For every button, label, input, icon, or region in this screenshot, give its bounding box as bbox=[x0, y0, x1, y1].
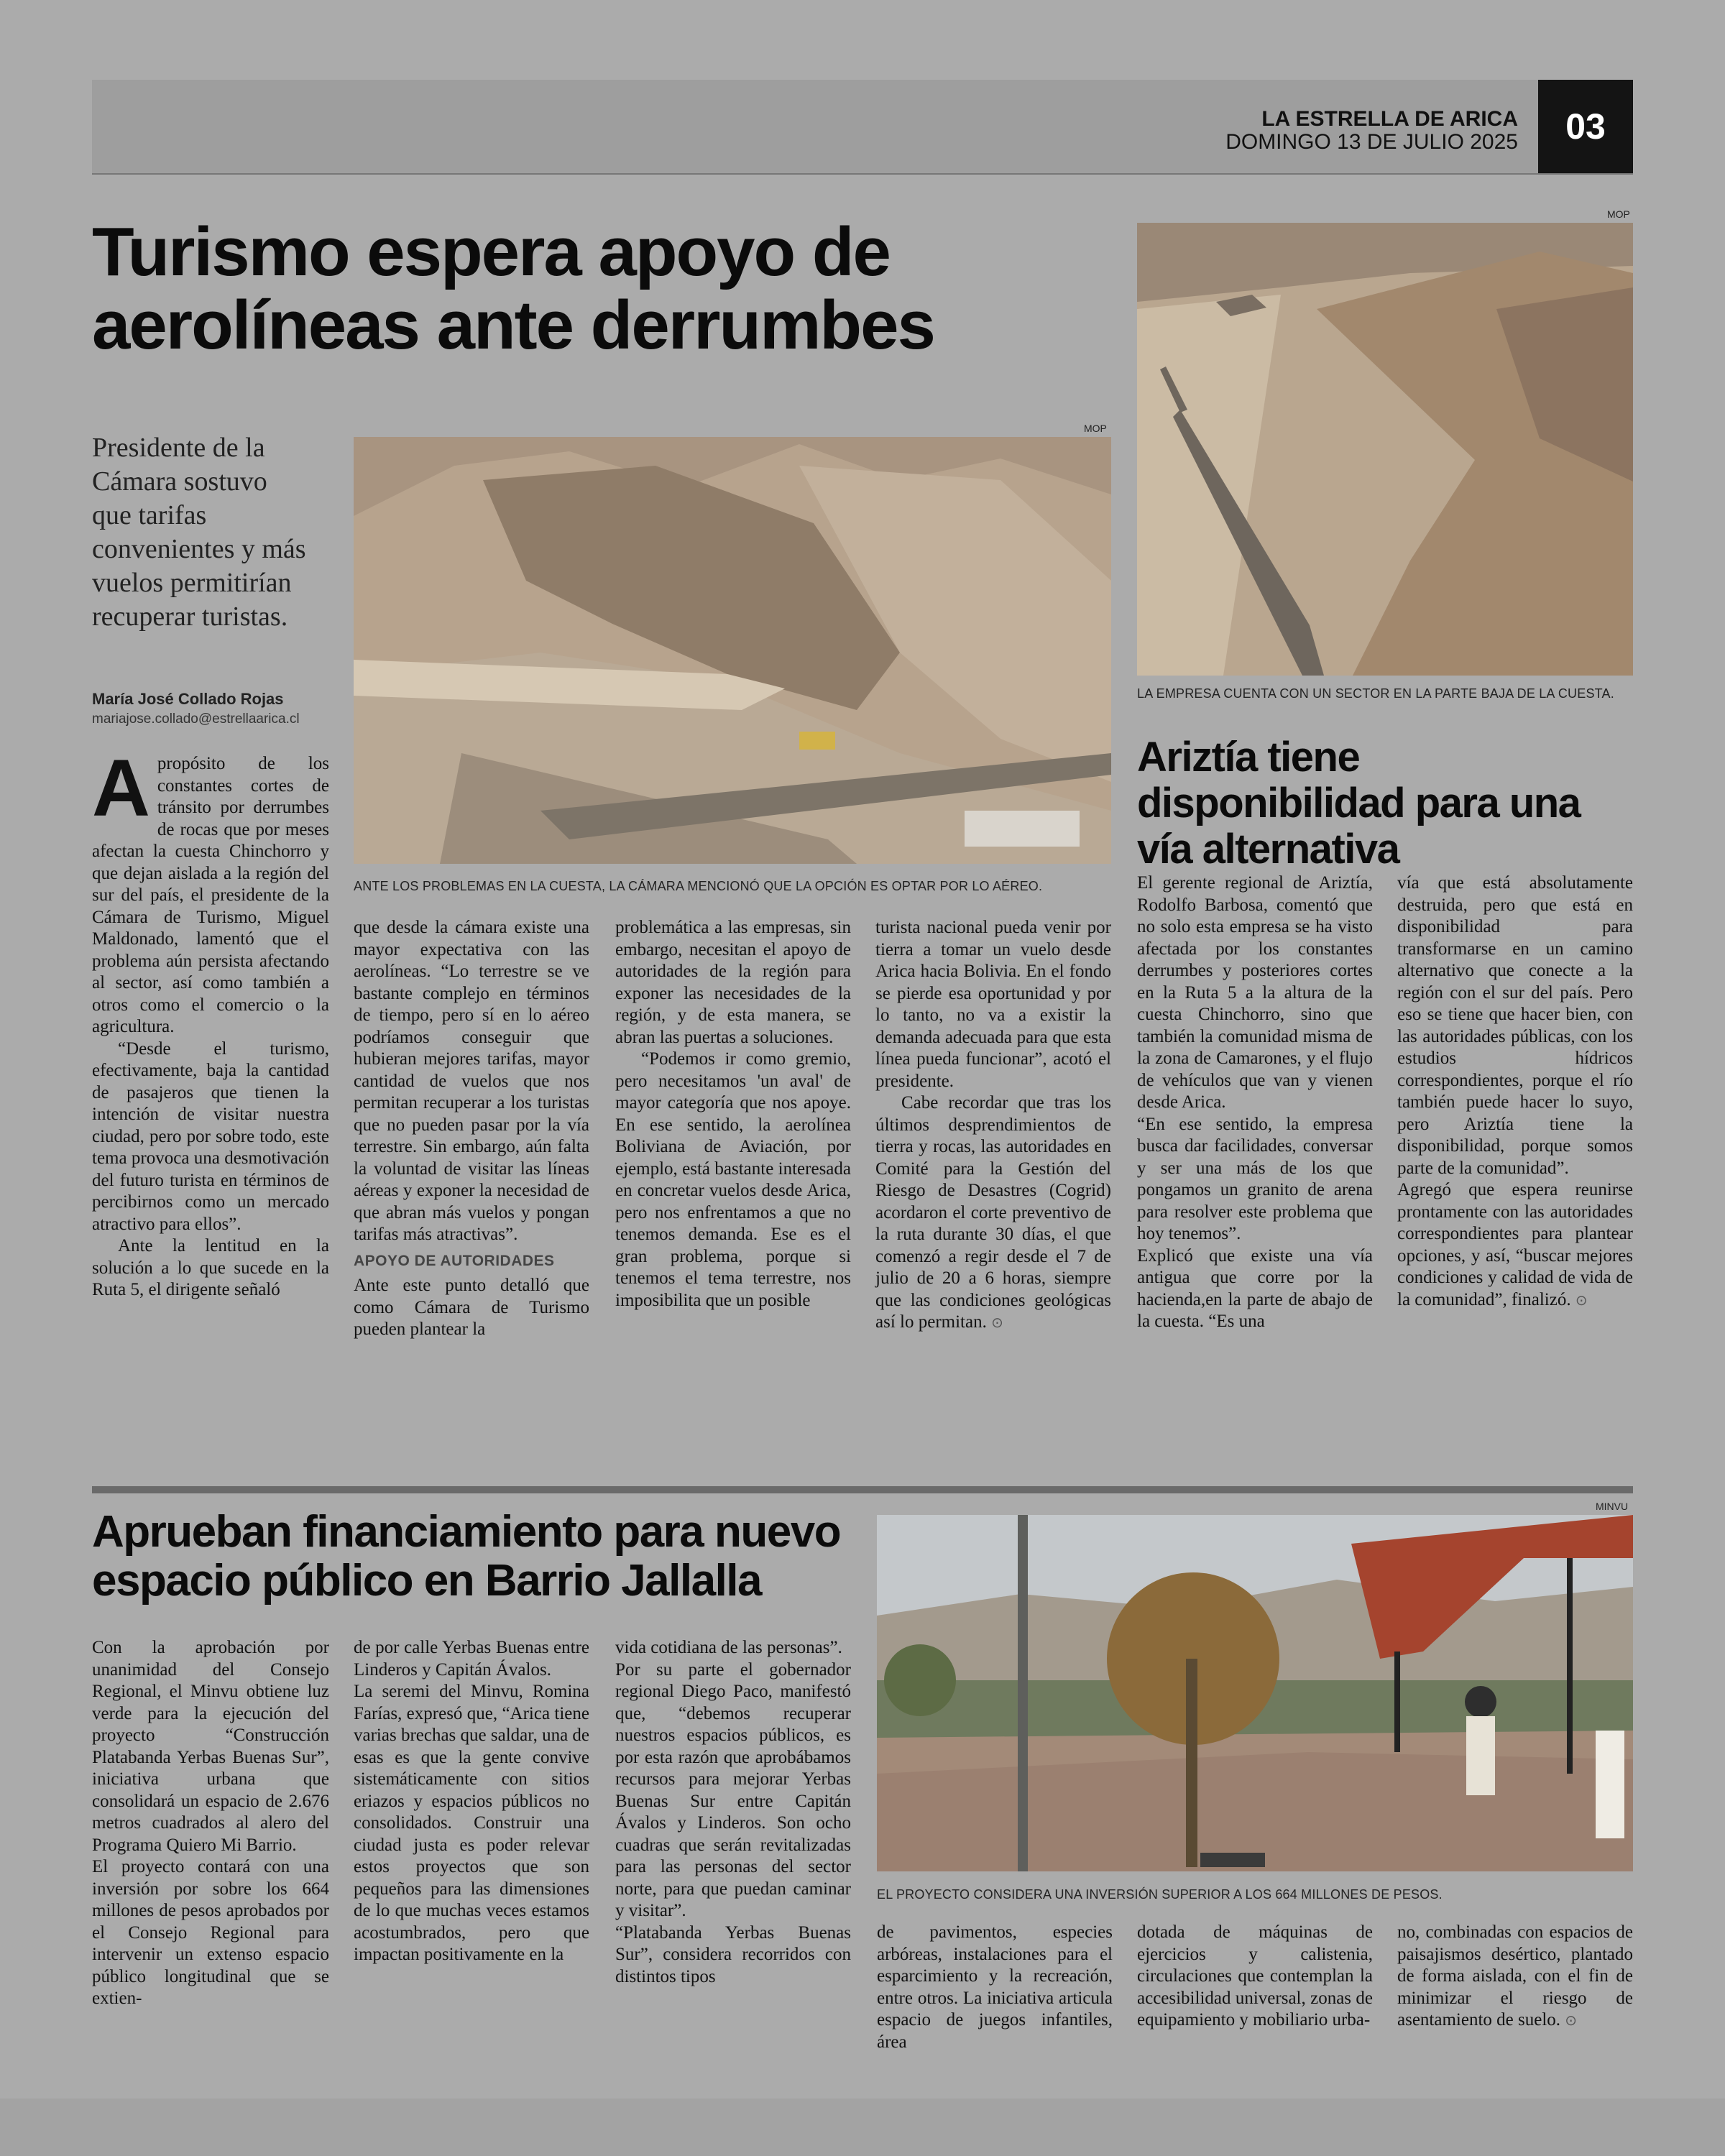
lead-column-4 bbox=[875, 917, 1111, 1335]
end-mark-icon: ⊙ bbox=[1565, 2013, 1578, 2029]
paragraph-text: Agregó que espera reunirse prontamente con las autoridades correspondientes para plantear opciones, y así, “buscar mejores condiciones y calidad de vida de la comunidad”, finalizó. bbox=[1397, 1180, 1633, 1309]
side-headline: Ariztía tiene disponibilidad para una vía alternativa bbox=[1137, 734, 1581, 872]
lead-column-3 bbox=[615, 917, 851, 1312]
lead-column-2 bbox=[354, 917, 589, 1341]
author-name: María José Collado Rojas bbox=[92, 690, 284, 708]
paragraph: turista nacional pueda venir por tierra a tomar un vuelo desde Arica hacia Bolivia. En el fondo se pierde esa oportunidad y por lo tanto, no va a existir la demanda adecuada para que esta línea pueda funcionar”, acotó el presidente. bbox=[875, 918, 1111, 1091]
issue-date: DOMINGO 13 DE JULIO 2025 bbox=[1225, 130, 1518, 154]
second-column-1 bbox=[92, 1637, 329, 2010]
masthead bbox=[92, 80, 1633, 175]
lead-headline: Turismo espera apoyo de aerolíneas ante derrumbes bbox=[92, 213, 934, 364]
paragraph: vida cotidiana de las personas”. bbox=[615, 1638, 842, 1657]
end-mark-icon: ⊙ bbox=[1575, 1292, 1588, 1309]
paragraph bbox=[875, 1092, 1111, 1335]
side-photo bbox=[1137, 223, 1633, 676]
second-photo bbox=[877, 1515, 1633, 1871]
side-photo-credit: MOP bbox=[1607, 208, 1630, 220]
paragraph: “Podemos ir como gremio, pero necesitamos 'un aval' de mayor categoría que nos apoye. En ese sentido, la aerolínea Boliviana de Aviación, por ejemplo, está bastante interesada en concretar vuelos desde Arica, pero nos enfrentamos a que no tenemos demanda. Ese es el gran problema, porque si tenemos el tema terrestre, nos imposibilita que un posible bbox=[615, 1049, 851, 1310]
paragraph: Con la aprobación por unanimidad del Consejo Regional, el Minvu obtiene luz verde para la ejecución del proyecto “Construcción Platabanda Yerbas Buenas Sur”, iniciativa urbana que consolidará un espacio de 2.676 metros cuadrados al alero del Programa Quiero Mi Barrio. bbox=[92, 1638, 329, 1855]
paragraph: “En ese sentido, la empresa busca dar facilidades, conversar y ser una más de los que pongamos un granito de arena para resolver este problema que hoy tenemos”. bbox=[1137, 1114, 1373, 1243]
paragraph: “Platabanda Yerbas Buenas Sur”, considera recorridos con distintos tipos bbox=[615, 1922, 851, 1986]
author-byline bbox=[92, 690, 336, 727]
paragraph: de pavimentos, especies arbóreas, instalaciones para el esparcimiento y la recreación, entre otros. La iniciativa articula espacio de juegos infantiles, área bbox=[877, 1922, 1113, 2052]
second-column-4 bbox=[877, 1922, 1113, 2053]
second-photo-credit: MINVU bbox=[1596, 1501, 1629, 1512]
lead-photo bbox=[354, 437, 1111, 864]
paragraph: dotada de máquinas de ejercicios y calistenia, circulaciones que contemplan la accesibilidad universal, zonas de equipamiento y mobiliario urba- bbox=[1137, 1922, 1373, 2030]
paragraph: Ante la lentitud en la solución a lo que sucede en la Ruta 5, el dirigente señaló bbox=[92, 1236, 329, 1299]
second-headline: Aprueban financiamiento para nuevo espacio público en Barrio Jallalla bbox=[92, 1507, 841, 1606]
paragraph: vía que está absolutamente destruida, pero que está en disponibilidad para transformarse en un camino alternativo que conecte a la región con el sur del país. Pero eso se tiene que hacer bien, con las autoridades públicas, con los estudios hídricos correspondientes, porque el río también puede hacer lo suyo, pero Ariztía tiene la disponibilidad, porque somos parte de la comunidad”. bbox=[1397, 873, 1633, 1178]
lead-subhead: Presidente de la Cámara sostuvo que tarifas convenientes y más vuelos permitirían recuperar turistas. bbox=[92, 433, 306, 632]
section-divider bbox=[92, 1486, 1633, 1493]
drop-cap: A bbox=[92, 743, 150, 833]
paragraph: problemática a las empresas, sin embargo, necesitan el apoyo de autoridades de la región para exponer las necesidades de la región, y de esta manera, se abran las puertas a soluciones. bbox=[615, 918, 851, 1047]
side-column-2 bbox=[1397, 872, 1633, 1312]
paragraph: Ante este punto detalló que como Cámara de Turismo pueden plantear la bbox=[354, 1276, 589, 1339]
lead-photo-credit: MOP bbox=[1084, 423, 1107, 434]
paragraph: de por calle Yerbas Buenas entre Linderos y Capitán Ávalos. bbox=[354, 1638, 589, 1680]
paragraph-text: no, combinadas con espacios de paisajismos desértico, plantado de forma aislada, con el fin de minimizar el riesgo de asentamiento de suelo. bbox=[1397, 1922, 1633, 2030]
section-header: APOYO DE AUTORIDADES bbox=[354, 1252, 555, 1269]
paragraph: Explicó que existe una vía antigua que corre por la hacienda,en la parte de abajo de la cuesta. “Es una bbox=[1137, 1245, 1373, 1331]
paragraph-text: Cabe recordar que tras los últimos desprendimientos de tierra y rocas, las autoridades en Comité para la Gestión del Riesgo de Desastres (Cogrid) acordaron el corte preventivo de la ruta durante 30 días, el que comenzó a regir desde el 7 de julio de 20 a 6 horas, siempre que las condiciones geológicas así lo permitan. bbox=[875, 1093, 1111, 1332]
side-column-1 bbox=[1137, 872, 1373, 1333]
side-photo-caption: LA EMPRESA CUENTA CON UN SECTOR EN LA PARTE BAJA DE LA CUESTA. bbox=[1137, 686, 1614, 701]
paragraph: Por su parte el gobernador regional Diego Paco, manifestó que, “debemos recuperar nuestros espacios públicos, es por esta razón que aprobábamos recursos para mejorar Yerbas Buenas Sur entre Capitán Ávalos y Linderos. Son ocho cuadras que serán revitalizadas para las personas del sector norte, para que puedan caminar y visitar”. bbox=[615, 1659, 851, 1920]
second-column-6 bbox=[1397, 1922, 1633, 2032]
paragraph: “Desde el turismo, efectivamente, baja la cantidad de pasajeros que tienen la intención de visitar nuestra ciudad, pero por sobre todo, este tema provoca una desmotivación del futuro turista en términos de percibirnos como un mercado atractivo para ellos”. bbox=[92, 1038, 329, 1234]
second-photo-caption: EL PROYECTO CONSIDERA UNA INVERSIÓN SUPERIOR A LOS 664 MILLONES DE PESOS. bbox=[877, 1887, 1443, 1902]
second-column-5 bbox=[1137, 1922, 1373, 2032]
paragraph: El gerente regional de Ariztía, Rodolfo Barbosa, comentó que no solo esta empresa se ha visto afectada por los constantes derrumbes y posteriores cortes en la Ruta 5 a la altura de la cuesta Chinchorro, sino que también la comunidad misma de la zona de Camarones, y el flujo de vehículos que van y vienen desde Arica. bbox=[1137, 873, 1373, 1112]
lead-column-1 bbox=[92, 743, 329, 1302]
second-column-3 bbox=[615, 1637, 851, 1988]
end-mark-icon: ⊙ bbox=[991, 1315, 1003, 1331]
lead-photo-caption: ANTE LOS PROBLEMAS EN LA CUESTA, LA CÁMARA MENCIONÓ QUE LA OPCIÓN ES OPTAR POR LO AÉREO. bbox=[354, 879, 1043, 893]
paragraph bbox=[1397, 1922, 1633, 2032]
second-column-2 bbox=[354, 1637, 589, 1966]
paragraph: El proyecto contará con una inversión por sobre los 664 millones de pesos aprobados por el Consejo Regional para intervenir un extenso espacio público longitudinal que se extien- bbox=[92, 1857, 329, 2008]
paragraph: La seremi del Minvu, Romina Farías, expresó que, “Arica tiene varias brechas que saldar, una de esas es que la gente convive sistemáticamente con sitios eriazos y espacios públicos no consolidados. Construir una ciudad justa es poder relevar estos proyectos que son pequeños para las dimensiones de lo que muchas veces estamos acostumbrados, pero que impactan positivamente en la bbox=[354, 1682, 590, 1964]
paragraph bbox=[1397, 1179, 1633, 1312]
newspaper-name: LA ESTRELLA DE ARICA bbox=[1261, 107, 1518, 131]
page-bottom-margin bbox=[0, 2099, 1725, 2156]
author-email: mariajose.collado@estrellaarica.cl bbox=[92, 711, 300, 727]
paragraph: propósito de los constantes cortes de tránsito por derrumbes de rocas que por meses afectan la cuesta Chinchorro y que dejan aislada a la región del sur del país, el presidente de la Cámara de Turismo, Miguel Maldonado, lamentó que el problema aún persista afectando al sector, así como también a otros como el comercio o la agricultura. bbox=[92, 754, 329, 1036]
page-number: 03 bbox=[1538, 80, 1633, 173]
paragraph: que desde la cámara existe una mayor expectativa con las aerolíneas. “Lo terrestre se ve bastante complejo en términos de tiempo, pero sí en lo aéreo podríamos conseguir que hubieran mejores tarifas, mayor cantidad de vuelos que nos permitan recuperar a los turistas que no pueden pasar por la vía terrestre. Sin embargo, aún falta la voluntad de visitar las líneas aéreas y exponer la necesidad de que abran más vuelos y pongan tarifas más atractivas”. bbox=[354, 918, 589, 1244]
